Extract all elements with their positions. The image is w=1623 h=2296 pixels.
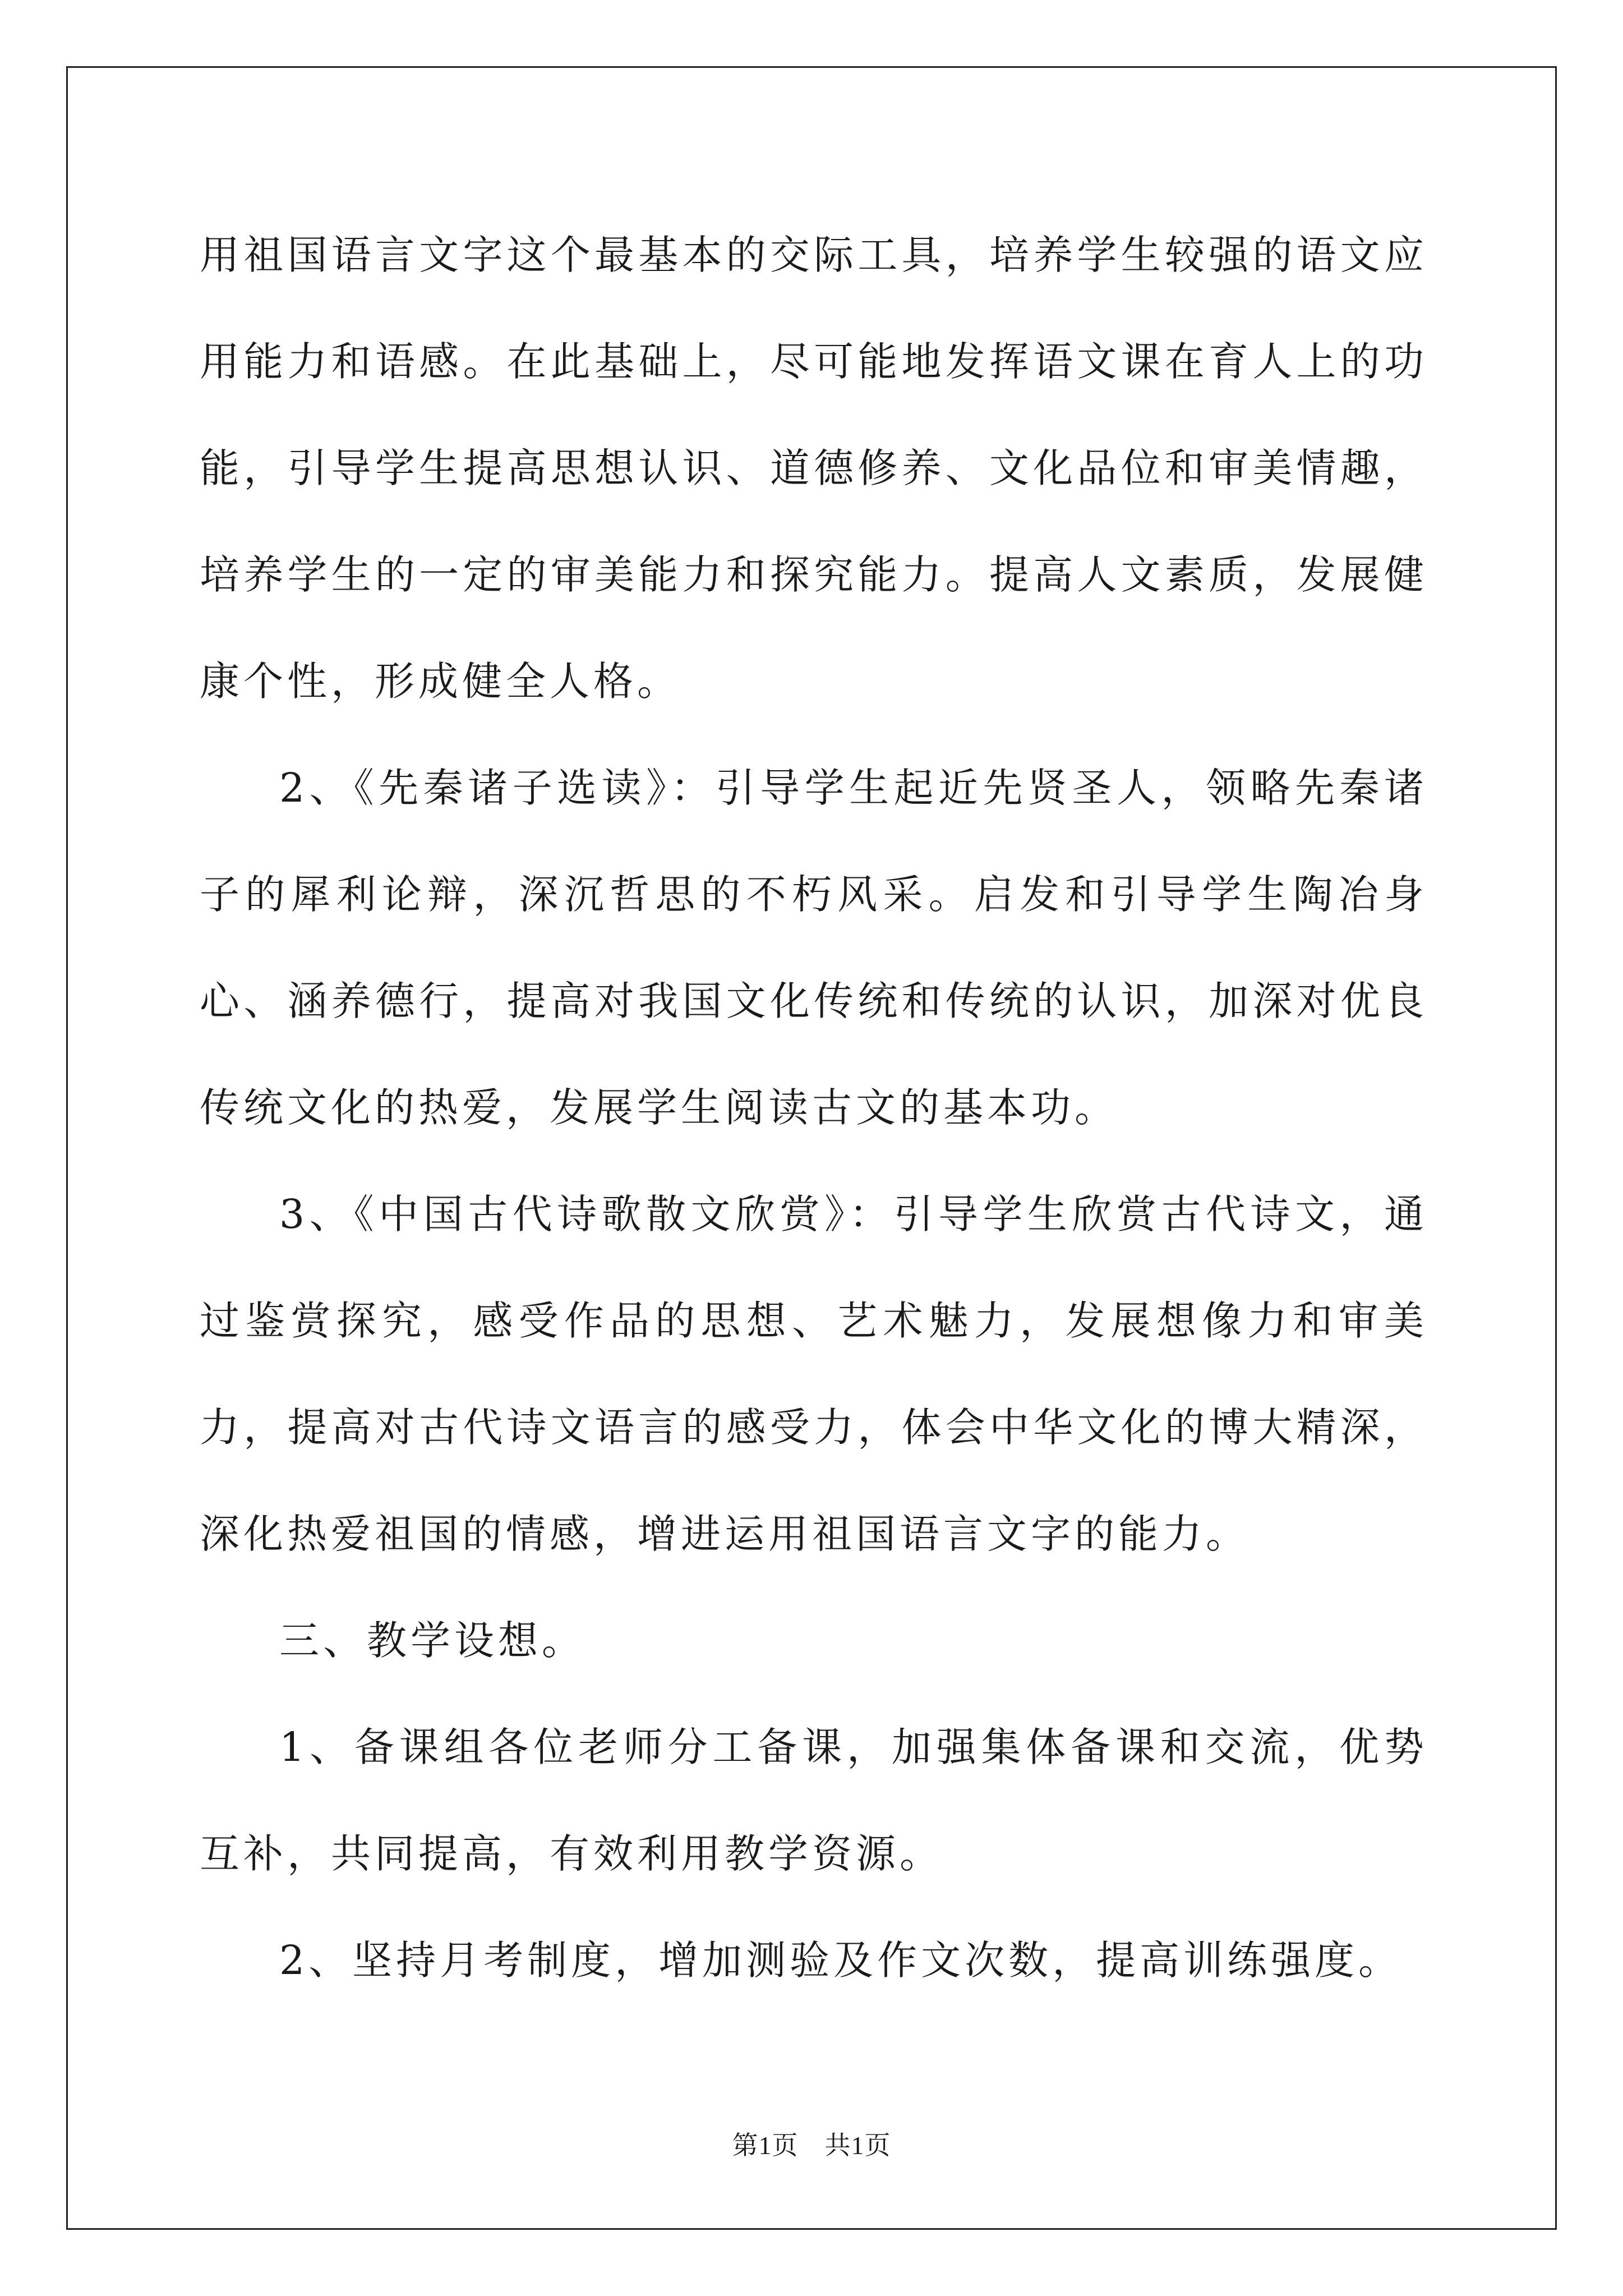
paragraph-item-2: 2、《先秦诸子选读》：引导学生起近先贤圣人，领略先秦诸子的犀利论辩，深沉哲思的不朽风采。启发和引导学生陶冶身心、涵养德行，提高对我国文化传统和传统的认识，加深对优良传统文化的热爱，发展学生阅读古文的基本功。: [200, 765, 1428, 1131]
paragraph-continued: 用祖国语言文字这个最基本的交际工具，培养学生较强的语文应用能力和语感。在此基础上，尽可能地发挥语文课在育人上的功能，引导学生提高思想认识、道德修养、文化品位和审美情趣，培养学生的一定的审美能力和探究能力。提高人文素质，发展健康个性，形成健全人格。: [200, 232, 1428, 705]
paragraph-plan-2: 2、坚持月考制度，增加测验及作文次数，提高训练强度。: [279, 1937, 1403, 1984]
section-heading: 三、教学设想。: [279, 1617, 586, 1664]
paragraph-item-3: 3、《中国古代诗歌散文欣赏》：引导学生欣赏古代诗文，通过鉴赏探究，感受作品的思想、艺术魅力，发展想像力和审美力，提高对古代诗文语言的感受力，体会中华文化的博大精深，深化热爱祖国的情感，增进运用祖国语言文字的能力。: [200, 1191, 1428, 1557]
paragraph-plan-1: 1、备课组各位老师分工备课，加强集体备课和交流，优势互补，共同提高，有效利用教学资源。: [200, 1724, 1428, 1877]
document-body: [200, 202, 1428, 2014]
page-footer: 第1页 共1页: [732, 2131, 891, 2160]
